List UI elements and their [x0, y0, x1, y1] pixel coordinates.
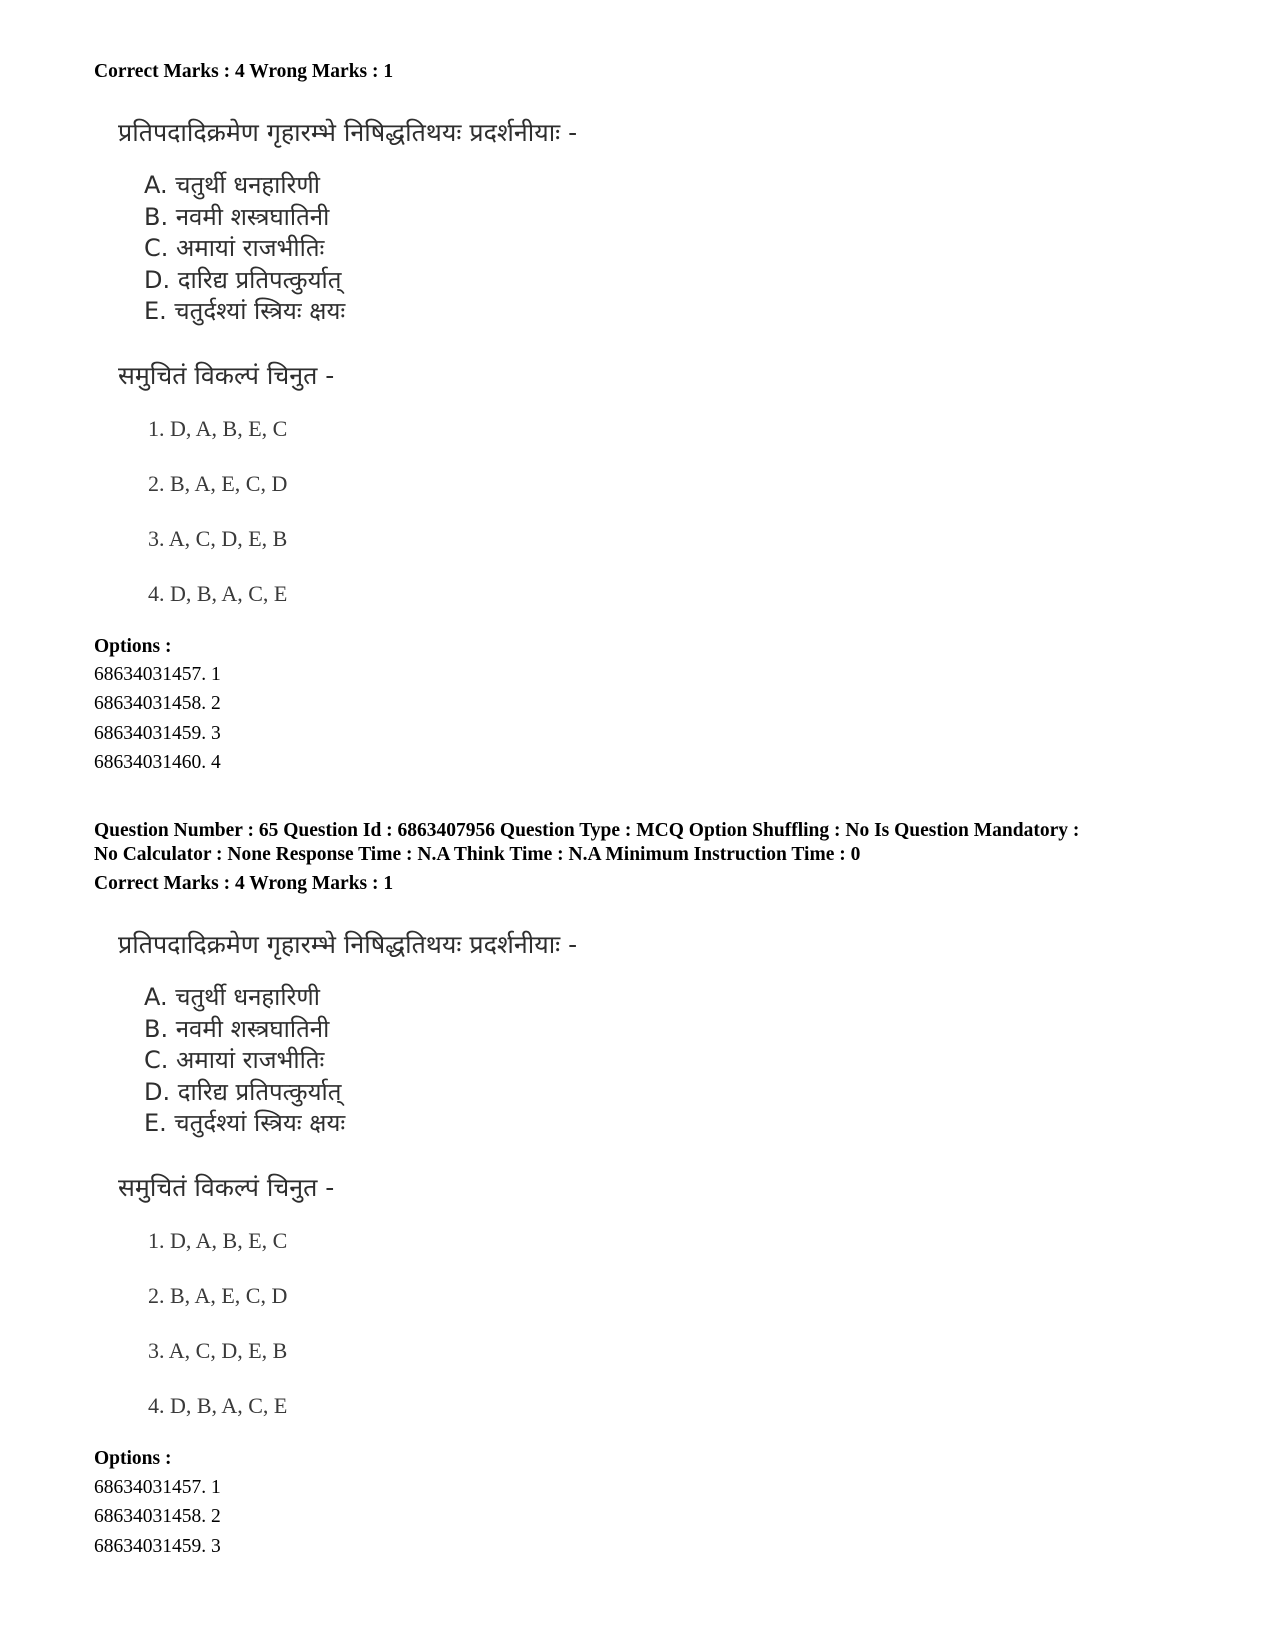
options-list — [94, 660, 221, 777]
choice-item: 3. A, C, D, E, B — [148, 526, 288, 551]
question-stem: प्रतिपदादिक्रमेण गृहारम्भे निषिद्धतिथयः प्रदर्शनीयाः - — [118, 118, 578, 147]
choice-item: 2. B, A, E, C, D — [148, 1283, 288, 1308]
question-header-line-2: No Calculator : None Response Time : N.A Think Time : N.A Minimum Instruction Time : 0 — [94, 844, 861, 865]
question-header-line-1: Question Number : 65 Question Id : 6863407956 Question Type : MCQ Option Shuffling : No Is Question Mandatory : — [94, 820, 1080, 841]
choice-item: 1. D, A, B, E, C — [148, 1228, 288, 1253]
choice-list — [148, 418, 287, 638]
option-item: 68634031459. 3 — [94, 1535, 221, 1557]
options-list — [94, 1473, 221, 1561]
statement-item: B. नवमी शस्त्रघातिनी — [144, 1014, 330, 1043]
statement-item: A. चतुर्थी धनहारिणी — [144, 171, 320, 199]
question-image — [108, 115, 668, 630]
statement-list — [144, 982, 345, 1140]
statement-item: D. दारिद्य प्रतिपत्कुर्यात् — [144, 1077, 342, 1106]
question-image — [108, 927, 668, 1442]
options-label: Options : — [94, 1448, 172, 1469]
choice-item: 2. B, A, E, C, D — [148, 471, 288, 496]
options-label: Options : — [94, 636, 172, 657]
option-item: 68634031458. 2 — [94, 1506, 221, 1528]
question-instruction: समुचितं विकल्पं चिनुत - — [118, 361, 335, 390]
marks-line: Correct Marks : 4 Wrong Marks : 1 — [94, 873, 394, 894]
statement-item: C. अमायां राजभीतिः — [144, 1046, 325, 1074]
statement-item: C. अमायां राजभीतिः — [144, 234, 325, 262]
choice-item: 4. D, B, A, C, E — [148, 581, 288, 606]
option-item: 68634031458. 2 — [94, 693, 221, 715]
choice-list — [148, 1230, 287, 1450]
statement-list — [144, 170, 345, 328]
choice-item: 1. D, A, B, E, C — [148, 416, 288, 441]
statement-item: E. चतुर्दश्यां स्त्रियः क्षयः — [144, 297, 346, 325]
statement-item: B. नवमी शस्त्रघातिनी — [144, 202, 330, 231]
choice-item: 4. D, B, A, C, E — [148, 1393, 288, 1418]
statement-item: E. चतुर्दश्यां स्त्रियः क्षयः — [144, 1109, 346, 1137]
statement-item: A. चतुर्थी धनहारिणी — [144, 983, 320, 1011]
option-item: 68634031457. 1 — [94, 664, 221, 685]
question-instruction: समुचितं विकल्पं चिनुत - — [118, 1173, 335, 1202]
marks-line: Correct Marks : 4 Wrong Marks : 1 — [94, 61, 394, 82]
statement-item: D. दारिद्य प्रतिपत्कुर्यात् — [144, 265, 342, 294]
option-item: 68634031457. 1 — [94, 1477, 221, 1498]
question-stem: प्रतिपदादिक्रमेण गृहारम्भे निषिद्धतिथयः प्रदर्शनीयाः - — [118, 930, 578, 959]
choice-item: 3. A, C, D, E, B — [148, 1338, 288, 1363]
option-item: 68634031460. 4 — [94, 751, 221, 773]
option-item: 68634031459. 3 — [94, 722, 221, 744]
